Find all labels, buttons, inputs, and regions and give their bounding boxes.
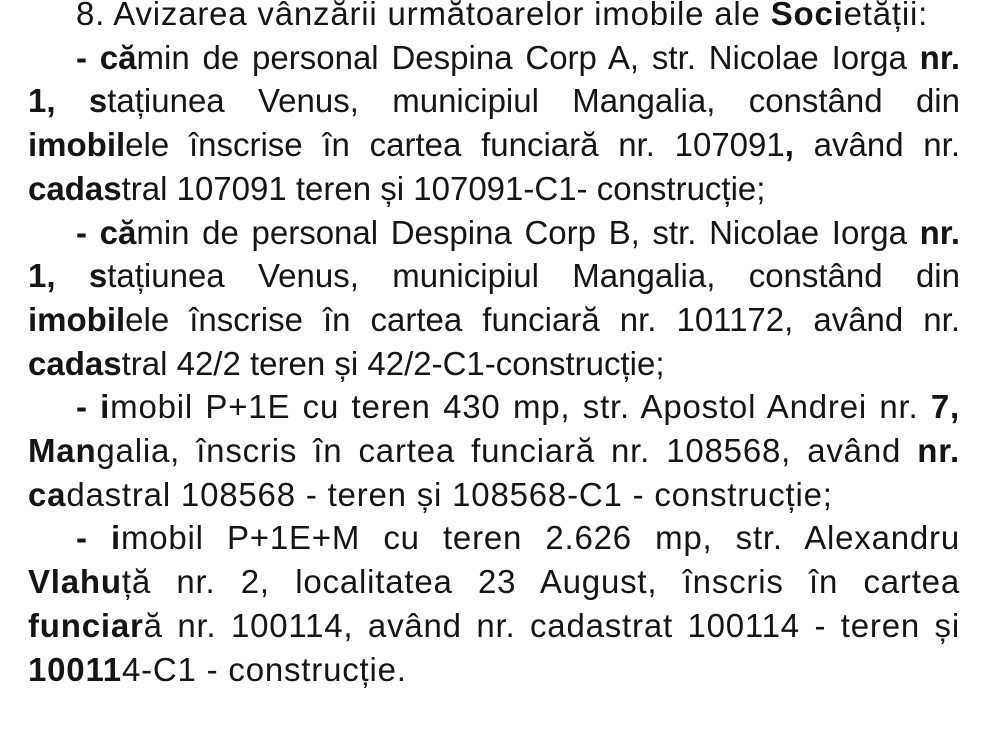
heading-bold-lead: Soci — [770, 0, 844, 32]
item-fragment: cadas — [28, 169, 122, 207]
item-fragment: ele înscrise în cartea funciară nr. 107091 — [125, 126, 785, 164]
list-item — [28, 36, 960, 211]
item-fragment: ă nr. 100114, având nr. cadastrat 100114 - teren și — [143, 606, 960, 644]
item-fragment: tațiunea Venus, municipiul Mangalia, constând din — [107, 82, 960, 120]
item-fragment: s — [88, 257, 108, 295]
item-fragment: mobil P+1E+M cu teren 2.626 mp, str. Alexandru — [120, 519, 961, 557]
item-fragment — [56, 257, 89, 294]
item-fragment: dastral 108568 - teren și 108568-C1 - construcție; — [66, 475, 833, 513]
item-fragment: - că — [76, 213, 137, 251]
item-fragment: având nr. — [793, 126, 960, 164]
list-item — [28, 211, 960, 386]
item-fragment: 10011 — [28, 650, 122, 688]
item-fragment: 4-C1 - construcție. — [121, 650, 407, 688]
item-fragment: - i — [76, 519, 121, 557]
item-fragment: min de personal Despina Corp B, str. Nicolae Iorga — [136, 213, 920, 251]
item-fragment: imobil — [28, 126, 126, 164]
item-fragment: imobil — [28, 300, 126, 338]
heading-paragraph — [28, 0, 960, 36]
item-fragment: tral 107091 teren și 107091-C1- construcție; — [121, 169, 766, 207]
item-fragment: - i — [76, 388, 111, 426]
item-fragment: - că — [76, 38, 137, 76]
heading-rest: etății: — [843, 0, 929, 32]
item-fragment: galia, înscris în cartea funciară nr. 108568, având — [96, 432, 918, 470]
item-fragment: nr. ca — [28, 432, 960, 513]
item-fragment: min de personal Despina Corp A, str. Nicolae Iorga — [136, 38, 920, 76]
heading-text: 8. Avizarea vânzării următoarelor imobile ale — [76, 0, 761, 32]
item-fragment: nr. 1, — [28, 213, 960, 295]
item-fragment: tral 42/2 teren și 42/2-C1-construcție; — [121, 344, 665, 382]
item-fragment: ță nr. 2, localitatea 23 August, înscris în cartea — [121, 563, 960, 601]
item-fragment: tațiunea Venus, municipiul Mangalia, constând din — [107, 257, 960, 295]
item-fragment: funciar — [28, 606, 144, 644]
item-fragment: cadas — [28, 344, 122, 382]
list-item — [28, 385, 960, 516]
item-fragment: 7, Man — [28, 388, 960, 470]
item-fragment: ele înscrise în cartea funciară nr. 101172, având nr. — [125, 300, 960, 338]
item-fragment: mobil P+1E cu teren 430 mp, str. Apostol Andrei nr. — [110, 388, 931, 426]
document-page — [28, 0, 960, 691]
item-fragment: , — [784, 126, 794, 164]
item-fragment: Vlahu — [28, 563, 122, 601]
item-fragment: s — [88, 82, 108, 120]
list-item — [28, 516, 960, 691]
item-fragment — [56, 82, 89, 119]
item-fragment: nr. 1, — [28, 38, 961, 120]
